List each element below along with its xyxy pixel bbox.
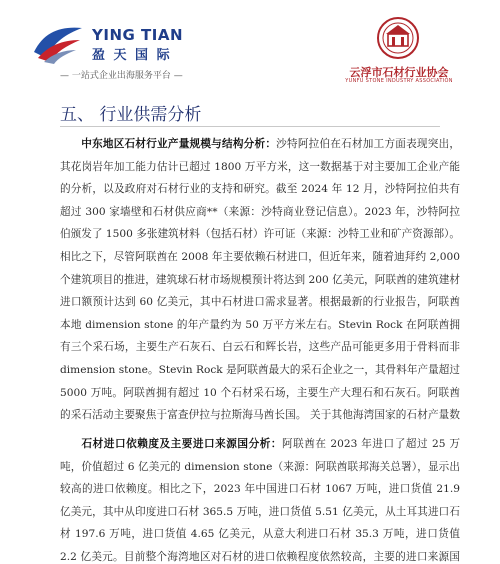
paragraph-import: [60, 433, 460, 564]
section-title: 五、 行业供需分析: [60, 105, 202, 125]
paragraph-body: 阿联酋在 2023 年进口了超过 25 万吨，价值超过 6 亿美元的 dimension stone（来源：阿联酋联邦海关总署），显示出较高的进口依赖度。相比之下，2023 年中国进口石材 1067 万吨，进口货值 21.9 亿美元，其中从印度进口石材 365.5 万吨，进口货值 5.51 亿美元，从土耳其进口石材 197.6 万吨，进口货值 4.65 亿美元，从意大利进口石材 35.3 万吨，进口货值 2.2 亿美元。目前整个海湾地区对石材的进口依赖程度依然较高，主要的进口来源国: [60, 438, 460, 563]
brand-slogan: — 一站式企业出海服务平台 —: [60, 71, 183, 81]
yingtian-wing-logo-icon: [30, 22, 86, 66]
association-seal-icon: [374, 16, 422, 60]
association-name-cn: 云浮市石材行业协会: [349, 66, 449, 79]
brand-name-en: YING TIAN: [92, 26, 184, 44]
association-logo: [324, 16, 474, 86]
yingtian-logo: [30, 22, 220, 81]
paragraph-body: 沙特阿拉伯在石材加工方面表现突出，其花岗岩年加工能力估计已超过 1800 万平方米，这一数据基于对主要加工企业产能的分析，以及政府对石材行业的支持和研究。截至 2024 年 12 月，沙特阿拉伯共有超过 300 家墙壁和石材供应商**（来源：沙特商业登记信息）。2023 年，沙特阿拉伯颁发了 1500 多张建筑材料（包括石材）许可证（来源：沙特工业和矿产资源部）。相比之下，尽管阿联酋在 2008 年主要依赖石材进口，但近年来，随着迪拜约 2,000 个建筑项目的推进，建筑球石材市场规模预计将达到 200 亿美元，阿联酋的建筑建材进口额预计达到 60 亿美元，其中石材进口需求显著。根据最新的行业报告，阿联酋本地 dimension stone 的年产量约为 50 万平方米左右。Stevin Rock 在阿联酋拥有三个采石场，主要生产石灰石、白云石和辉长岩，这些产品可能更多用于骨料而非 dimension stone。Stevin Rock 是阿联酋最大的采石企业之一，其骨料年产量超过 5000 万吨。阿联酋拥有超过 10 个石材采石场，主要生产大理石和石灰石。阿联酋的采石活动主要聚焦于富查伊拉与拉斯海马酋长国。 关于其他海湾国家的石材产量数: [60, 138, 460, 422]
title-divider: [60, 126, 440, 127]
paragraph-production: [60, 133, 460, 425]
brand-name-cn: 盈 天 国 际: [92, 48, 172, 63]
paragraph-lead: 中东地区石材行业产量规模与结构分析：: [81, 138, 277, 150]
paragraph-lead: 石材进口依赖度及主要进口来源国分析：: [81, 438, 282, 450]
association-name-en: YUNFU STONE INDUSTRY ASSOCIATION: [345, 78, 453, 84]
page-header: [0, 0, 500, 90]
